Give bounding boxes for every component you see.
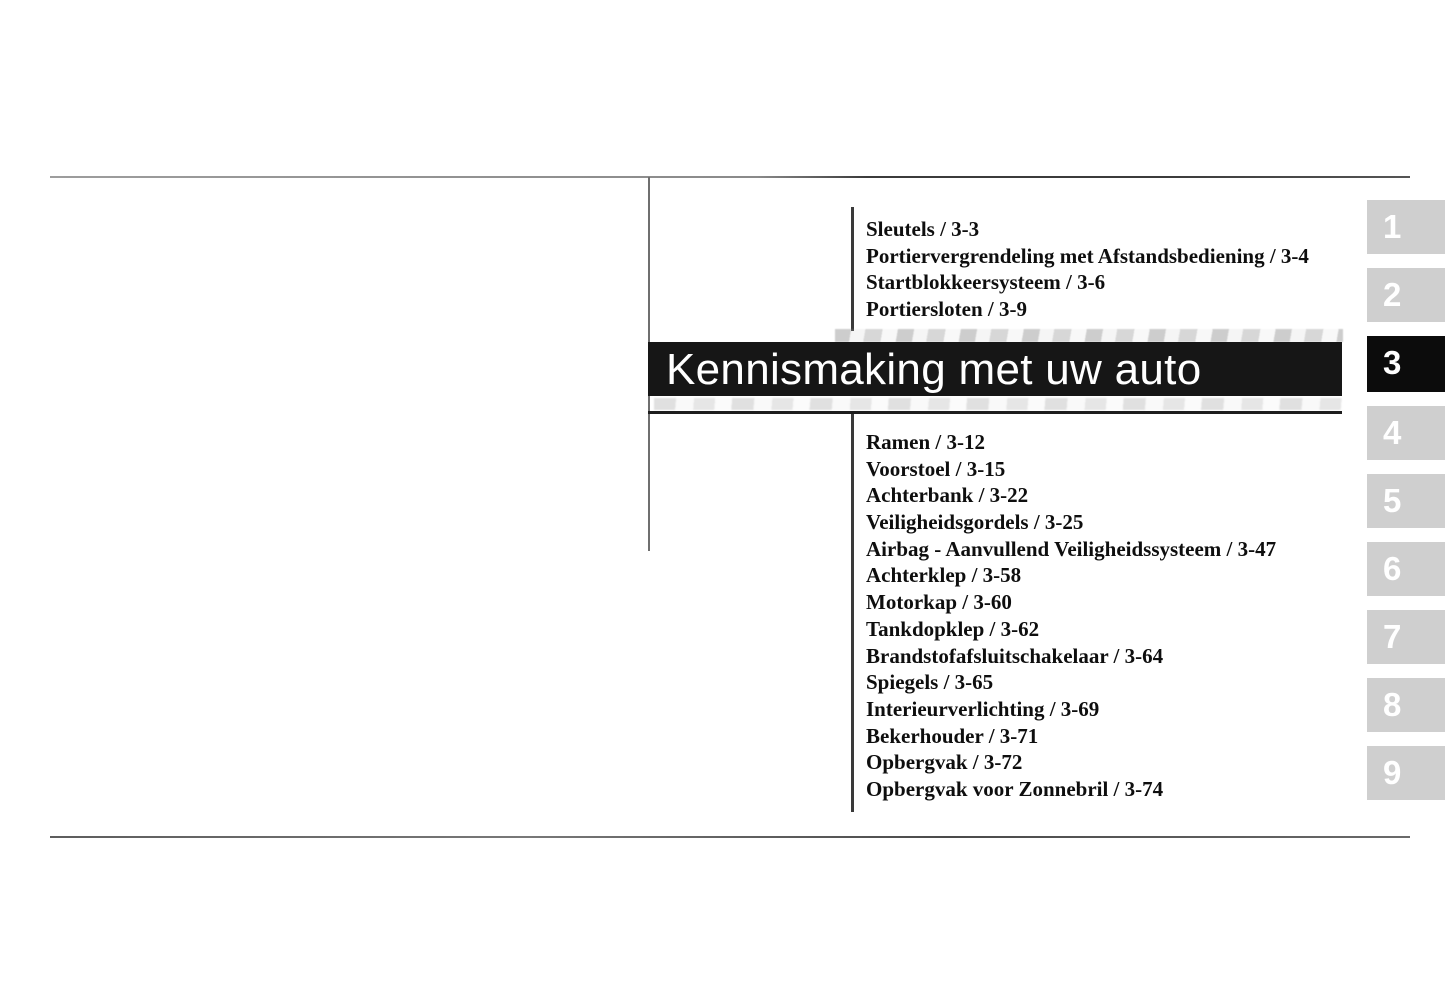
toc-item: Portiersloten / 3-9 bbox=[866, 297, 1027, 322]
toc-item: Brandstofafsluitschakelaar / 3-64 bbox=[866, 643, 1164, 668]
chapter-tab-1: 1 bbox=[1367, 200, 1445, 254]
bottom-rule-line bbox=[50, 836, 1410, 838]
toc-item: Bekerhouder / 3-71 bbox=[866, 723, 1039, 748]
top-rule-line bbox=[50, 176, 1410, 178]
toc-item: Achterbank / 3-22 bbox=[866, 483, 1029, 508]
chapter-tab-2: 2 bbox=[1367, 268, 1445, 322]
chapter-tab-4: 4 bbox=[1367, 406, 1445, 460]
toc-item: Ramen / 3-12 bbox=[866, 430, 985, 454]
toc-item: Achterklep / 3-58 bbox=[866, 563, 1022, 588]
toc-item: Opbergvak / 3-72 bbox=[866, 750, 1023, 775]
chapter-tab-index bbox=[1367, 200, 1445, 800]
scan-artifact-above-banner bbox=[835, 329, 1343, 342]
toc-item: Veiligheidsgordels / 3-25 bbox=[866, 510, 1084, 535]
chapter-title-banner: Kennismaking met uw auto bbox=[648, 342, 1342, 396]
chapter-tab-5: 5 bbox=[1367, 474, 1445, 528]
toc-item: Airbag - Aanvullend Veiligheidssysteem / 3-47 bbox=[866, 536, 1277, 561]
toc-item: Spiegels / 3-65 bbox=[866, 670, 994, 695]
toc-top-vertical-divider bbox=[851, 207, 854, 331]
toc-item: Motorkap / 3-60 bbox=[866, 590, 1012, 615]
scan-artifact-below-banner bbox=[654, 398, 1342, 410]
chapter-tab-3-active: 3 bbox=[1367, 336, 1445, 392]
banner-underline bbox=[648, 411, 1342, 414]
toc-list-top bbox=[866, 216, 1309, 323]
toc-item: Portiervergrendeling met Afstandsbediening / 3-4 bbox=[866, 243, 1309, 268]
chapter-tab-8: 8 bbox=[1367, 678, 1445, 732]
toc-item: Interieurverlichting / 3-69 bbox=[866, 696, 1100, 721]
chapter-tab-9: 9 bbox=[1367, 746, 1445, 800]
toc-bottom-vertical-divider bbox=[851, 413, 854, 812]
chapter-tab-6: 6 bbox=[1367, 542, 1445, 596]
toc-item: Voorstoel / 3-15 bbox=[866, 456, 1006, 481]
toc-item: Startblokkeersysteem / 3-6 bbox=[866, 270, 1106, 295]
toc-item: Opbergvak voor Zonnebril / 3-74 bbox=[866, 776, 1164, 801]
chapter-tab-7: 7 bbox=[1367, 610, 1445, 664]
toc-list-bottom bbox=[866, 429, 1276, 803]
toc-item: Tankdopklep / 3-62 bbox=[866, 616, 1040, 641]
toc-item: Sleutels / 3-3 bbox=[866, 217, 980, 241]
